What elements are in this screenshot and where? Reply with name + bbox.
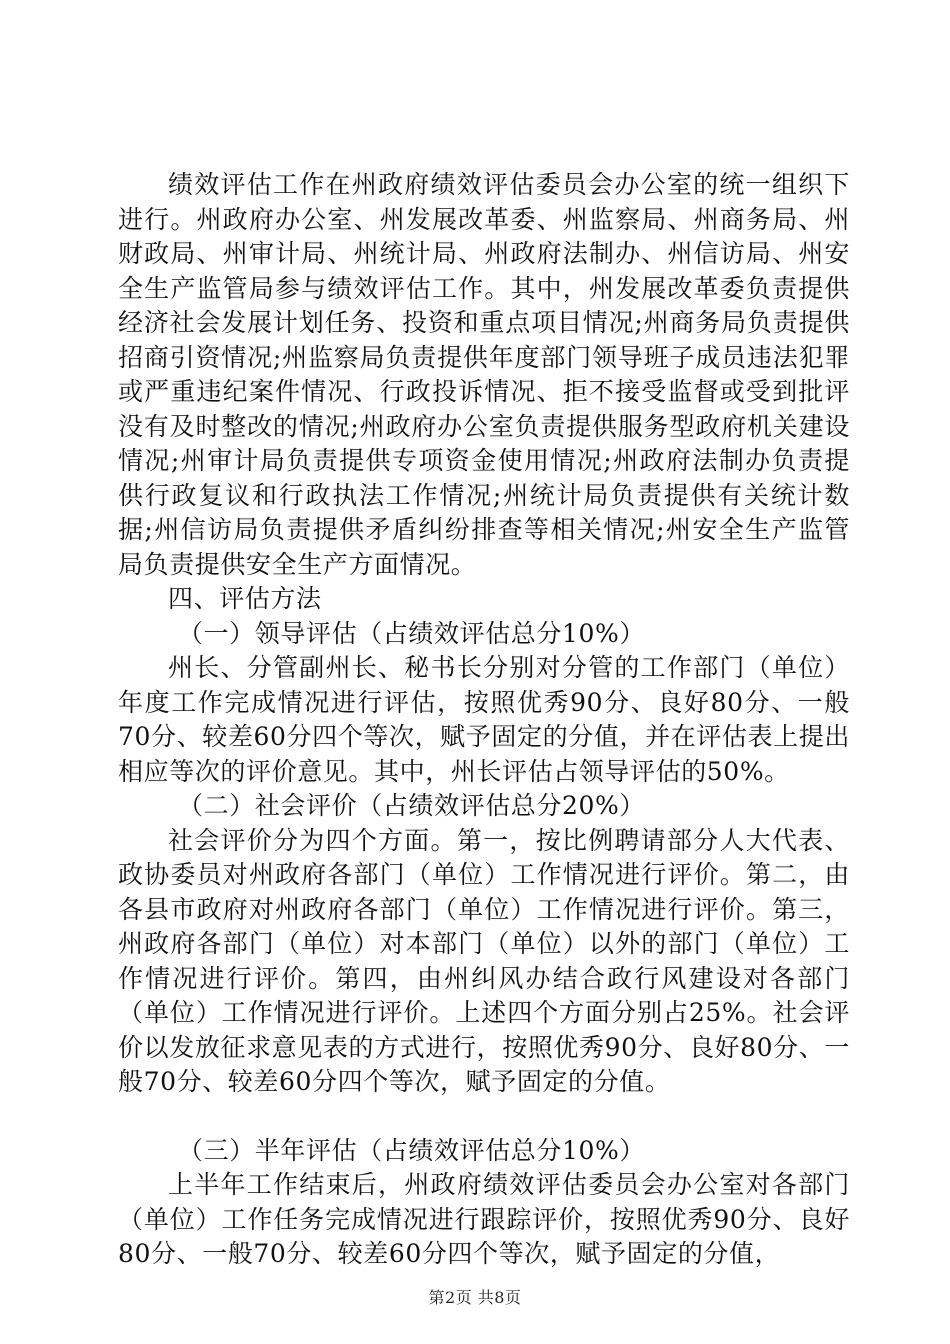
subheading-half-year-evaluation: （三）半年评估（占绩效评估总分10%） (178, 1135, 645, 1165)
paragraph-evaluation-organization: 绩效评估工作在州政府绩效评估委员会办公室的统一组织下进行。州政府办公室、州发展改革委、州监察局、州商务局、州财政局、州审计局、州统计局、州政府法制办、州信访局、州安全生产监管局参与绩效评估工作。其中，州发展改革委负责提供经济社会发展计划任务、投资和重点项目情况;州商务局负责提供招商引资情况;州监察局负责提供年度部门领导班子成员违法犯罪或严重违纪案件情况、行政投诉情况、拒不接受监督或受到批评没有及时整改的情况;州政府办公室负责提供服务型政府机关建设情况;州审计局负责提供专项资金使用情况;州政府法制办负责提供行政复议和行政执法工作情况;州统计局负责提供有关统计数据;州信访局负责提供矛盾纠纷排查等相关情况;州安全生产监管局负责提供安全生产方面情况。 (118, 170, 850, 579)
paragraph-social-evaluation: 社会评价分为四个方面。第一，按比例聘请部分人大代表、政协委员对州政府各部门（单位）工作情况进行评价。第二，由各县市政府对州政府各部门（单位）工作情况进行评价。第三，州政府各部门（单位）对本部门（单位）以外的部门（单位）工作情况进行评价。第四，由州纠风办结合政行风建设对各部门（单位）工作情况进行评价。上述四个方面分别占25%。社会评价以发放征求意见表的方式进行，按照优秀90分、良好80分、一般70分、较差60分四个等次，赋予固定的分值。 (118, 825, 850, 1096)
paragraph-half-year-evaluation: 上半年工作结束后，州政府绩效评估委员会办公室对各部门（单位）工作任务完成情况进行跟踪评价，按照优秀90分、良好80分、一般70分、较差60分四个等次，赋予固定的分值， (118, 1170, 850, 1268)
page-number-footer: 第2页 共8页 (428, 1288, 522, 1307)
paragraph-leader-evaluation: 州长、分管副州长、秘书长分别对分管的工作部门（单位）年度工作完成情况进行评估，按照优秀90分、良好80分、一般70分、较差60分四个等次，赋予固定的分值，并在评估表上提出相应等次的评价意见。其中，州长评估占领导评估的50%。 (118, 653, 850, 786)
subheading-social-evaluation: （二）社会评价（占绩效评估总分20%） (178, 791, 645, 820)
document-body (118, 168, 850, 1272)
subheading-leader-evaluation: （一）领导评估（占绩效评估总分10%） (178, 618, 645, 648)
section-heading-evaluation-methods: 四、评估方法 (168, 584, 322, 613)
